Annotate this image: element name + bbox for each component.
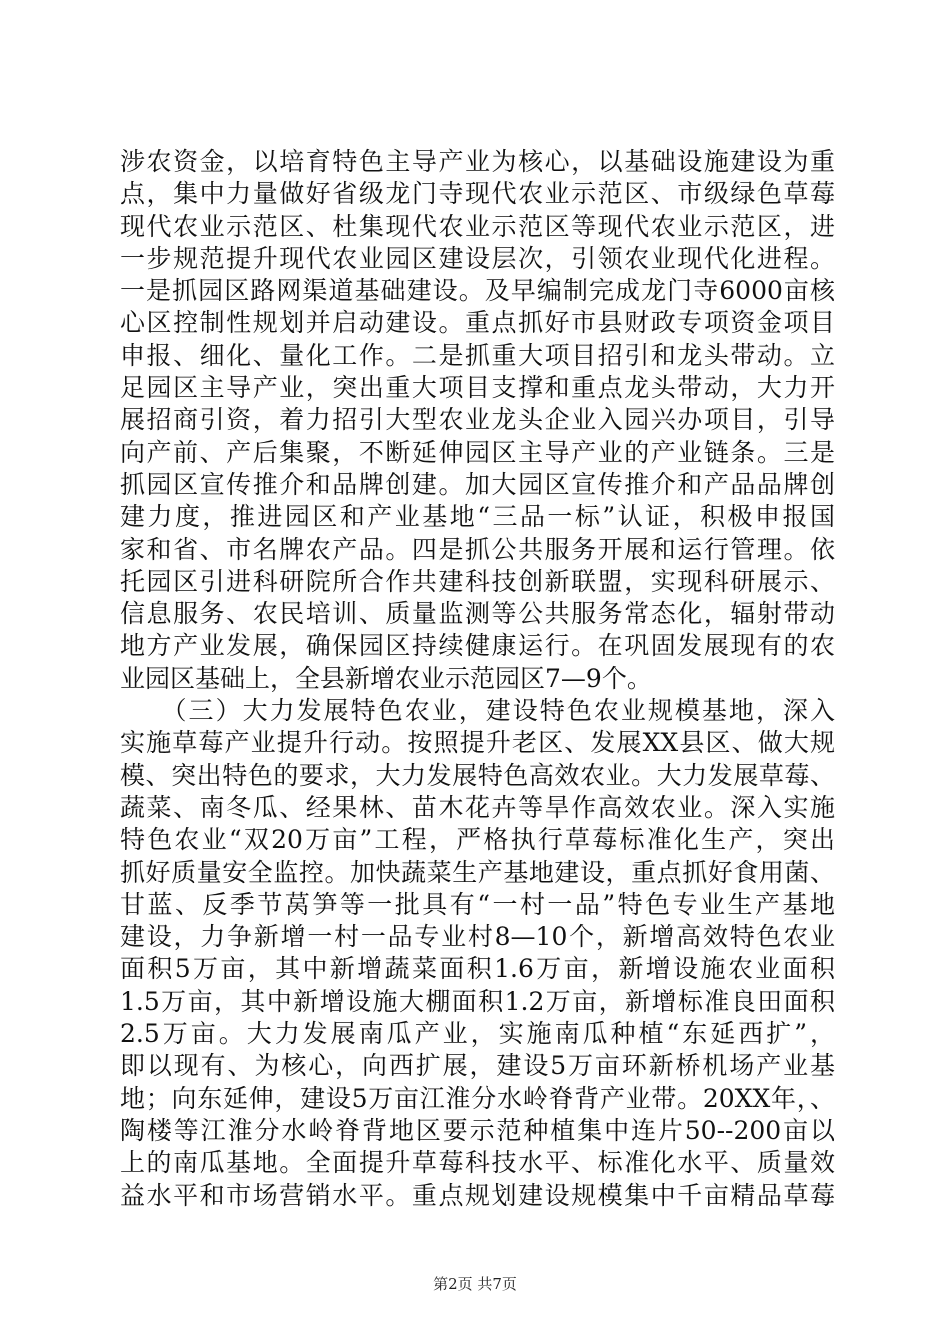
text-line: 心区控制性规划并启动建设。重点抓好市县财政专项资金项目 [120,308,835,338]
text-line: 抓园区宣传推介和品牌创建。加大园区宣传推介和产品品牌创 [120,469,835,499]
text-line: 甘蓝、反季节莴笋等一批具有“一村一品”特色专业生产基地 [120,889,835,919]
body-text [120,146,835,1212]
text-line: 建设，力争新增一村一品专业村8—10个，新增高效特色农业 [120,922,835,952]
text-line: 地方产业发展，确保园区持续健康运行。在巩固发展现有的农 [120,631,835,661]
text-line: 上的南瓜基地。全面提升草莓科技水平、标准化水平、质量效 [120,1148,835,1178]
page-number-footer: 第2页 共7页 [433,1275,517,1293]
paragraph-end-line: 业园区基础上，全县新增农业示范园区7—9个。 [120,663,652,693]
text-line: 1.5万亩，其中新增设施大棚面积1.2万亩，新增标准良田面积 [120,986,835,1016]
text-line: 2.5万亩。大力发展南瓜产业，实施南瓜种植“东延西扩”， [120,1019,835,1049]
text-line: 涉农资金，以培育特色主导产业为核心，以基础设施建设为重 [120,147,835,176]
text-line: 向产前、产后集聚，不断延伸园区主导产业的产业链条。三是 [120,437,835,467]
section-heading-line: （三）大力发展特色农业，建设特色农业规模基地，深入 [120,696,835,726]
text-line: 一是抓园区路网渠道基础建设。及早编制完成龙门寺6000亩核 [120,276,835,306]
text-line: 特色农业“双20万亩”工程，严格执行草莓标准化生产，突出 [120,825,835,855]
text-line: 陶楼等江淮分水岭脊背地区要示范种植集中连片50--200亩以 [120,1115,835,1145]
text-line: 家和省、市名牌农产品。四是抓公共服务开展和运行管理。依 [120,534,835,564]
text-line: 蔬菜、南冬瓜、经果林、苗木花卉等旱作高效农业。深入实施 [120,792,835,822]
text-line: 建力度，推进园区和产业基地“三品一标”认证，积极申报国 [120,502,835,532]
text-line: 即以现有、为核心，向西扩展，建设5万亩环新桥机场产业基 [120,1051,835,1081]
text-line: 展招商引资，着力招引大型农业龙头企业入园兴办项目，引导 [120,405,835,435]
text-line: 面积5万亩，其中新增蔬菜面积1.6万亩，新增设施农业面积 [120,954,835,984]
text-line: 一步规范提升现代农业园区建设层次，引领农业现代化进程。 [120,243,835,273]
text-line: 托园区引进科研院所合作共建科技创新联盟，实现科研展示、 [120,566,835,596]
text-line: 点，集中力量做好省级龙门寺现代农业示范区、市级绿色草莓 [120,179,835,209]
text-line: 足园区主导产业，突出重大项目支撑和重点龙头带动，大力开 [120,373,835,403]
text-line: 抓好质量安全监控。加快蔬菜生产基地建设，重点抓好食用菌、 [120,857,835,887]
text-line: 现代农业示范区、杜集现代农业示范区等现代农业示范区，进 [120,211,835,241]
text-line: 模、突出特色的要求，大力发展特色高效农业。大力发展草莓、 [120,760,835,790]
text-line: 益水平和市场营销水平。重点规划建设规模集中千亩精品草莓 [120,1180,835,1210]
text-line: 实施草莓产业提升行动。按照提升老区、发展XX县区、做大规 [120,728,835,758]
text-line: 申报、细化、量化工作。二是抓重大项目招引和龙头带动。立 [120,340,835,370]
text-line: 信息服务、农民培训、质量监测等公共服务常态化，辐射带动 [120,599,835,629]
text-line: 地；向东延伸，建设5万亩江淮分水岭脊背产业带。20XX年，、 [120,1083,835,1113]
